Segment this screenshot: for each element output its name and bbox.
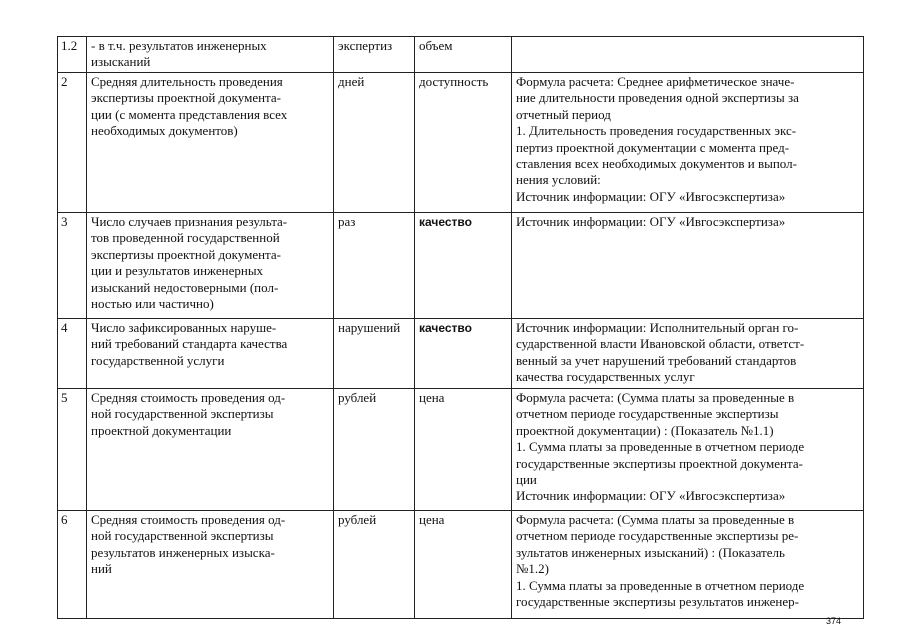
description-line: сударственной власти Ивановской области, ответст- [516,336,805,352]
indicator-category [415,319,512,389]
indicator-name [87,511,334,619]
description-line: качества государственных услуг [516,369,695,385]
indicator-name-line: результатов инженерных изыска- [91,544,275,560]
indicator-name-line: ной государственной экспертизы [91,406,274,422]
row-number [58,319,87,389]
indicator-name-line: необходимых документов) [91,123,238,139]
indicator-name-line: Средняя стоимость проведения од- [91,390,286,405]
table-row [58,511,864,619]
description-line: №1.2) [516,561,549,577]
description-line: Формула расчета: (Сумма платы за проведенные в [516,390,795,405]
unit-of-measure [334,73,415,213]
indicator-name-line: тов проведенной государственной [91,230,280,246]
calculation-description [512,73,864,213]
row-number-text: 3 [61,214,68,229]
description-line: Источник информации: ОГУ «Ивгосэкспертиза» [516,188,786,204]
row-number [58,389,87,511]
indicator-name [87,213,334,319]
indicators-table-body [58,37,864,619]
calculation-description [512,213,864,319]
indicator-category [415,389,512,511]
description-line: пертиз проектной документации с момента пред- [516,139,790,155]
unit-of-measure [334,213,415,319]
row-number-text: 6 [61,512,68,527]
indicator-name [87,389,334,511]
unit-text: рублей [338,512,377,527]
indicator-name-line: изысканий [91,54,151,70]
description-line: Формула расчета: Среднее арифметическое значе- [516,74,795,89]
row-number-text: 5 [61,390,68,405]
unit-of-measure [334,511,415,619]
category-text: качество [419,321,472,335]
unit-of-measure [334,389,415,511]
document-page [57,36,863,619]
unit-text: раз [338,214,356,229]
description-line: венный за учет нарушений требований стандартов [516,352,797,368]
unit-text: дней [338,74,365,89]
unit-of-measure [334,319,415,389]
description-line: Источник информации: ОГУ «Ивгосэкспертиза» [516,214,786,229]
calculation-description [512,389,864,511]
description-line: отчетном периоде государственные экспертизы ре- [516,528,799,544]
table-row [58,389,864,511]
row-number [58,213,87,319]
indicator-name-line: Число зафиксированных наруше- [91,320,277,335]
indicator-name-line: экспертизы проектной документа- [91,246,281,262]
description-line: нения условий: [516,172,601,188]
indicator-name-line: ции (с момента представления всех [91,106,288,122]
indicator-category [415,37,512,73]
description-line: ние длительности проведения одной экспертизы за [516,90,799,106]
description-line: проектной документации) : (Показатель №1.1) [516,422,774,438]
table-row [58,73,864,213]
indicator-name-line: проектной документации [91,422,232,438]
row-number-text: 2 [61,74,68,89]
description-line: Формула расчета: (Сумма платы за проведенные в [516,512,795,527]
category-text: цена [419,390,445,405]
indicator-name-line: ностью или частично) [91,296,214,312]
indicator-name-line: изысканий недостоверными (пол- [91,279,279,295]
description-line: Источник информации: Исполнительный орган го- [516,320,799,335]
indicator-category [415,511,512,619]
description-line: государственные экспертизы проектной документа- [516,455,803,471]
description-line: ставления всех необходимых документов и выпол- [516,156,797,172]
description-line: Источник информации: ОГУ «Ивгосэкспертиза» [516,488,786,504]
indicator-name-line: ний [91,561,112,577]
row-number [58,37,87,73]
row-number-text: 4 [61,320,68,335]
table-row [58,319,864,389]
indicator-name-line: Средняя стоимость проведения од- [91,512,286,527]
category-text: цена [419,512,445,527]
description-line: отчетном периоде государственные экспертизы [516,406,779,422]
unit-text: нарушений [338,320,401,335]
indicator-name [87,319,334,389]
description-line: отчетный период [516,106,611,122]
indicator-category [415,73,512,213]
calculation-description [512,37,864,73]
row-number-text: 1.2 [61,38,78,53]
description-line: 1. Сумма платы за проведенные в отчетном периоде [516,577,805,593]
category-text: качество [419,215,472,229]
indicator-category [415,213,512,319]
calculation-description [512,319,864,389]
indicator-name-line: Число случаев признания результа- [91,214,288,229]
indicator-name [87,37,334,73]
category-text: объем [419,38,453,53]
indicator-name-line: Средняя длительность проведения [91,74,283,89]
unit-of-measure [334,37,415,73]
indicator-name-line: государственной услуги [91,352,225,368]
page-number: 374 [826,616,842,626]
description-line: 1. Сумма платы за проведенные в отчетном периоде [516,439,805,455]
unit-text: экспертиз [338,38,393,53]
indicator-name-line: экспертизы проектной документа- [91,90,281,106]
calculation-description [512,511,864,619]
description-line: государственные экспертизы результатов инженер- [516,594,799,610]
indicator-name-line: - в т.ч. результатов инженерных [91,38,267,53]
category-text: доступность [419,74,489,89]
description-line: 1. Длительность проведения государственных экс- [516,123,797,139]
unit-text: рублей [338,390,377,405]
table-row [58,213,864,319]
indicator-name [87,73,334,213]
indicators-table [57,36,864,619]
indicator-name-line: ний требований стандарта качества [91,336,288,352]
table-row [58,37,864,73]
description-line: зультатов инженерных изысканий) : (Показатель [516,544,785,560]
indicator-name-line: ной государственной экспертизы [91,528,274,544]
row-number [58,511,87,619]
description-line: ции [516,472,537,488]
row-number [58,73,87,213]
indicator-name-line: ции и результатов инженерных [91,263,264,279]
